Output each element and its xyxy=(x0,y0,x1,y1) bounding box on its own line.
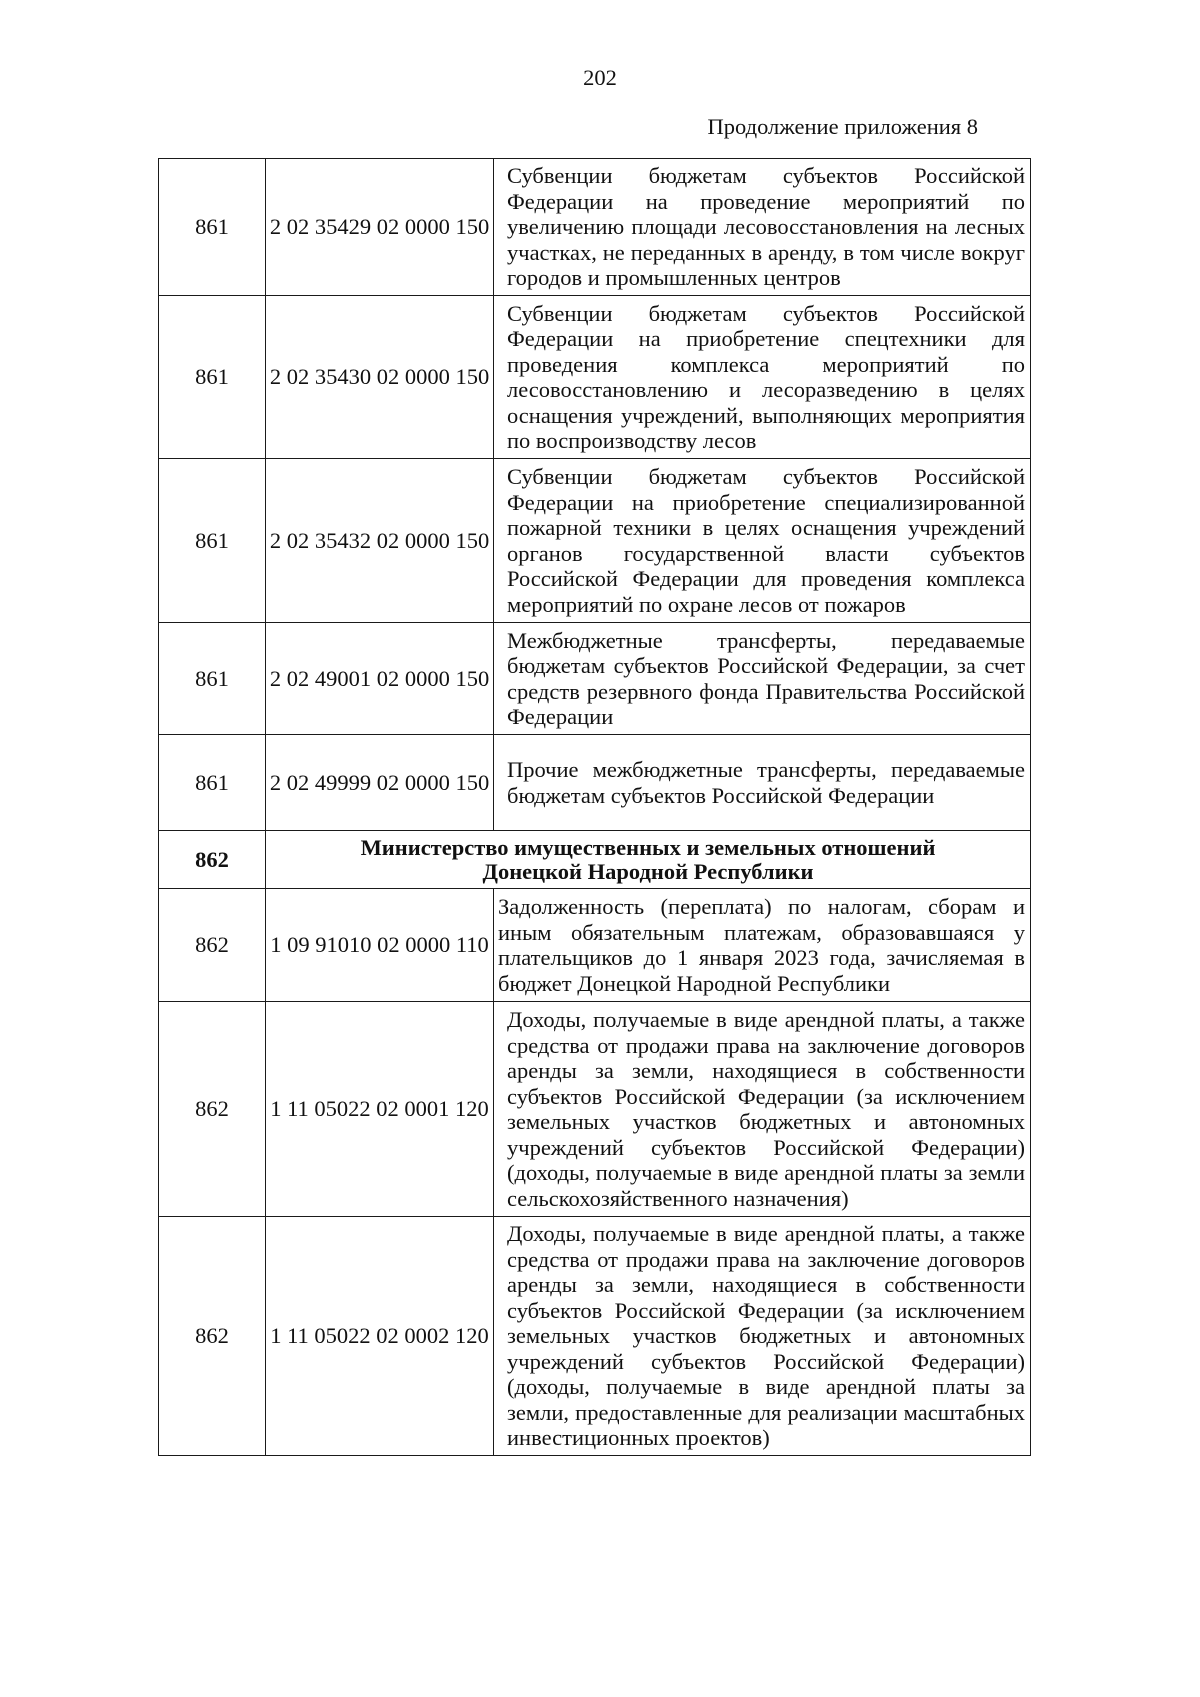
budget-code-cell: 1 09 91010 02 0000 110 xyxy=(266,889,494,1002)
budget-code-cell: 2 02 35430 02 0000 150 xyxy=(266,296,494,459)
ministry-title-cell xyxy=(266,831,1031,889)
description-cell: Доходы, получаемые в виде арендной платы, а также средства от продажи права на заключение договоров аренды за земли, находящиеся в собственности субъектов Российской Федерации (за исключением земельных участков бюджетных и автономных учреждений субъектов Российской Федерации) (доходы, получаемые в виде арендной платы за земли сельскохозяйственного назначения) xyxy=(494,1002,1031,1217)
ministry-admin-code-cell: 862 xyxy=(159,831,266,889)
admin-code-cell: 861 xyxy=(159,623,266,735)
table-row xyxy=(159,1002,1031,1217)
table-row xyxy=(159,296,1031,459)
admin-code-cell: 861 xyxy=(159,459,266,623)
budget-code-cell: 1 11 05022 02 0002 120 xyxy=(266,1217,494,1456)
description-cell: Межбюджетные трансферты, передаваемые бюджетам субъектов Российской Федерации, за счет средств резервного фонда Правительства Российской Федерации xyxy=(494,623,1031,735)
budget-code-cell: 1 11 05022 02 0001 120 xyxy=(266,1002,494,1217)
admin-code-cell: 861 xyxy=(159,296,266,459)
budget-code-cell: 2 02 35432 02 0000 150 xyxy=(266,459,494,623)
ministry-header-row xyxy=(159,831,1031,889)
ministry-title-line-1: Министерство имущественных и земельных отношений xyxy=(360,834,936,860)
page-number: 202 xyxy=(583,65,617,90)
description-cell: Задолженность (переплата) по налогам, сборам и иным обязательным платежам, образовавшаяся у плательщиков до 1 января 2023 года, зачисляемая в бюджет Донецкой Народной Республики xyxy=(494,889,1031,1002)
description-cell: Доходы, получаемые в виде арендной платы, а также средства от продажи права на заключение договоров аренды за земли, находящиеся в собственности субъектов Российской Федерации (за исключением земельных участков бюджетных и автономных учреждений субъектов Российской Федерации) (доходы, получаемые в виде арендной платы за земли, предоставленные для реализации масштабных инвестиционных проектов) xyxy=(494,1217,1031,1456)
table-row xyxy=(159,1217,1031,1456)
table-row xyxy=(159,735,1031,831)
description-cell: Субвенции бюджетам субъектов Российской Федерации на приобретение специализированной пожарной техники в целях оснащения учреждений органов государственной власти субъектов Российской Федерации для проведения комплекса мероприятий по охране лесов от пожаров xyxy=(494,459,1031,623)
admin-code-cell: 861 xyxy=(159,735,266,831)
ministry-title-line-2: Донецкой Народной Республики xyxy=(482,858,814,884)
continuation-label: Продолжение приложения 8 xyxy=(707,114,978,139)
table-row xyxy=(159,159,1031,296)
admin-code-cell: 862 xyxy=(159,1217,266,1456)
budget-code-cell: 2 02 49999 02 0000 150 xyxy=(266,735,494,831)
description-cell: Субвенции бюджетам субъектов Российской Федерации на приобретение спецтехники для проведения комплекса мероприятий по лесовосстановлению и лесоразведению в целях оснащения учреждений, выполняющих мероприятия по воспроизводству лесов xyxy=(494,296,1031,459)
table-row xyxy=(159,889,1031,1002)
description-cell: Субвенции бюджетам субъектов Российской Федерации на проведение мероприятий по увеличению площади лесовосстановления на лесных участках, не переданных в аренду, в том числе вокруг городов и промышленных центров xyxy=(494,159,1031,296)
admin-code-cell: 862 xyxy=(159,1002,266,1217)
table-row xyxy=(159,623,1031,735)
budget-code-cell: 2 02 49001 02 0000 150 xyxy=(266,623,494,735)
admin-code-cell: 861 xyxy=(159,159,266,296)
admin-code-cell: 862 xyxy=(159,889,266,1002)
description-cell: Прочие межбюджетные трансферты, передаваемые бюджетам субъектов Российской Федерации xyxy=(494,735,1031,831)
budget-code-cell: 2 02 35429 02 0000 150 xyxy=(266,159,494,296)
table-row xyxy=(159,459,1031,623)
budget-classification-table xyxy=(158,158,1031,1456)
